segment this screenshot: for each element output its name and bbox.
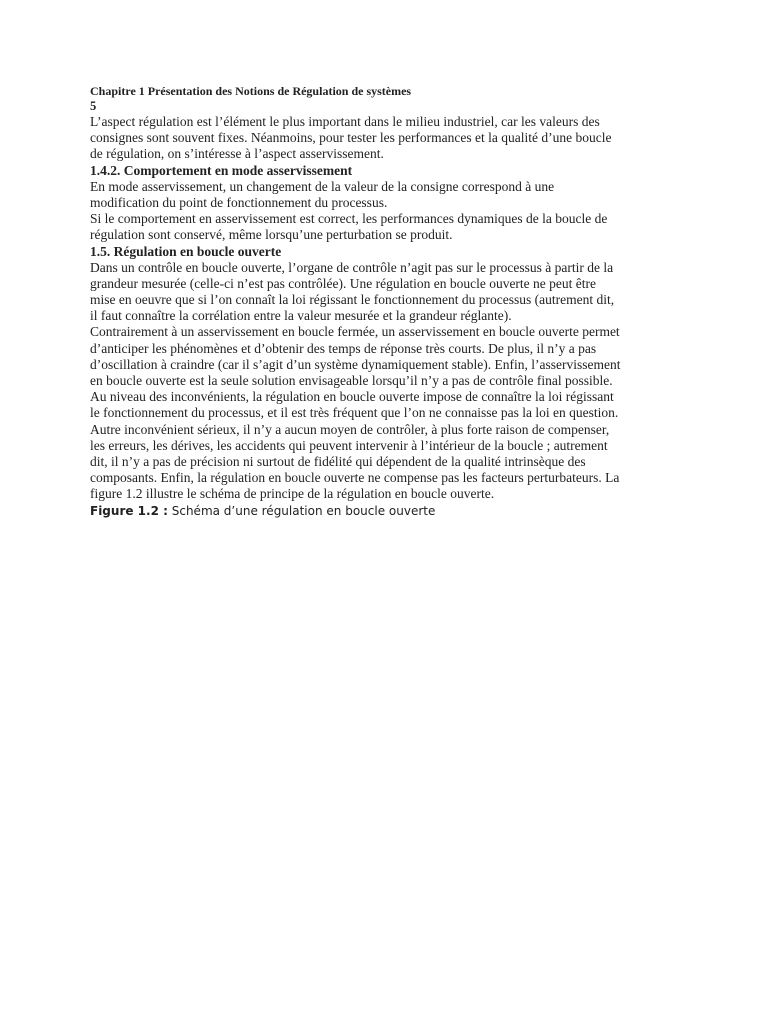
- intro-paragraph: [90, 114, 688, 163]
- figure-caption-text: Schéma d’une régulation en boucle ouverte: [167, 503, 436, 518]
- text-line: régulation sont conservé, même lorsqu’une perturbation se produit.: [90, 227, 453, 243]
- text-line: il faut connaître la corrélation entre la valeur mesurée et la grandeur réglante).: [90, 308, 512, 324]
- text-line: Si le comportement en asservissement est correct, les performances dynamiques de la boucle de: [90, 211, 608, 227]
- section-heading-1-4-2: 1.4.2. Comportement en mode asservissement: [90, 162, 353, 178]
- text-line: dit, il n’y a pas de précision ni surtout de fidélité qui dépendent de la qualité intrinsèque des: [90, 453, 586, 469]
- page-number: 5: [90, 99, 97, 113]
- text-line: grandeur mesurée (celle-ci n’est pas contrôlée). Une régulation en boucle ouverte ne peut être: [90, 275, 597, 291]
- text-line: en boucle ouverte est la seule solution envisageable lorsqu’il n’y a pas de contrôle final possible.: [90, 373, 613, 388]
- section-1-5-body: [90, 260, 688, 503]
- figure-label: Figure 1.2 :: [90, 503, 168, 518]
- section-1-4-2-body: [90, 179, 688, 244]
- text-line: le fonctionnement du processus, et il est très fréquent que l’on ne connaisse pas la loi en question.: [90, 405, 619, 421]
- text-line: En mode asservissement, un changement de la valeur de la consigne correspond à une: [90, 178, 555, 194]
- text-line: Autre inconvénient sérieux, il n’y a aucun moyen de contrôler, à plus forte raison de compenser,: [90, 421, 610, 437]
- text-line: Au niveau des inconvénients, la régulation en boucle ouverte impose de connaître la loi régissant: [90, 389, 614, 405]
- text-line: Contrairement à un asservissement en boucle fermée, un asservissement en boucle ouverte permet: [90, 324, 620, 340]
- figure-caption: [90, 503, 688, 519]
- text-line: L’aspect régulation est l’élément le plus important dans le milieu industriel, car les valeurs des: [90, 114, 600, 129]
- text-line: mise en oeuvre que si l’on connaît la loi régissant le fonctionnement du processus (autrement dit,: [90, 292, 615, 308]
- page-content: [90, 84, 688, 519]
- text-line: Dans un contrôle en boucle ouverte, l’organe de contrôle n’agit pas sur le processus à partir de la: [90, 259, 614, 275]
- text-line: d’anticiper les phénomènes et d’obtenir des temps de réponse très courts. De plus, il n’y a pas: [90, 340, 597, 356]
- text-line: figure 1.2 illustre le schéma de principe de la régulation en boucle ouverte.: [90, 486, 495, 502]
- text-line: composants. Enfin, la régulation en boucle ouverte ne compense pas les facteurs perturbateurs. La: [90, 470, 620, 486]
- text-line: consignes sont souvent fixes. Néanmoins, pour tester les performances et la qualité d’une boucle: [90, 130, 612, 146]
- text-line: de régulation, on s’intéresse à l’aspect asservissement.: [90, 146, 384, 162]
- text-line: modification du point de fonctionnement du processus.: [90, 194, 388, 210]
- text-line: d’oscillation à craindre (car il s’agit d’un système dynamiquement stable). Enfin, l’asservissement: [90, 356, 621, 372]
- text-line: les erreurs, les dérives, les accidents qui peuvent intervenir à l’intérieur de la boucle ; autrement: [90, 437, 608, 453]
- chapter-header: Chapitre 1 Présentation des Notions de Régulation de systèmes: [90, 84, 412, 98]
- section-heading-1-5: 1.5. Régulation en boucle ouverte: [90, 243, 282, 259]
